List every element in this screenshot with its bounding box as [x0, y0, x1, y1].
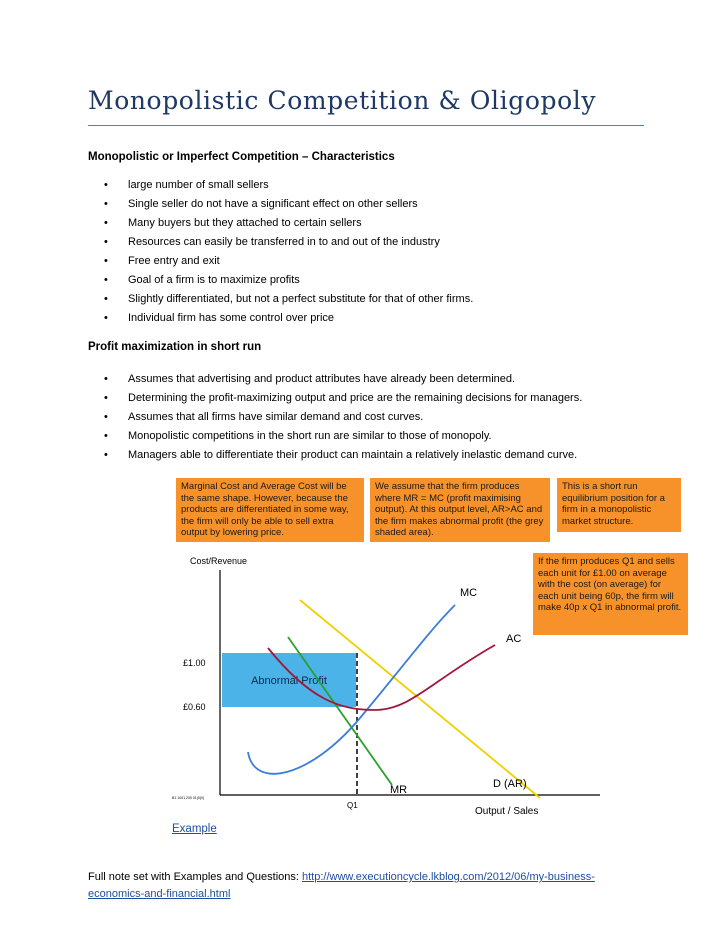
section1-list	[104, 176, 473, 328]
list-item: • Free entry and exit	[104, 252, 473, 271]
list-item: • Monopolistic competitions in the short run are similar to those of monopoly.	[104, 427, 582, 446]
price-label: £1.00	[183, 658, 206, 668]
list-item: • Resources can easily be transferred in to and out of the industry	[104, 233, 473, 252]
list-item: • Assumes that advertising and product attributes have already been determined.	[104, 370, 582, 389]
list-item: • large number of small sellers	[104, 176, 473, 195]
list-item: • Determining the profit-maximizing output and price are the remaining decisions for managers.	[104, 389, 582, 408]
callout-abnormal-profit: If the firm produces Q1 and sells each unit for £1.00 on average with the cost (on average) for each unit being 60p, the firm will make 40p x Q1 in abnormal profit.	[533, 553, 688, 635]
page-title: Monopolistic Competition & Oligopoly	[88, 86, 597, 115]
list-item: • Slightly differentiated, but not a perfect substitute for that of other firms.	[104, 290, 473, 309]
list-item: • Goal of a firm is to maximize profits	[104, 271, 473, 290]
mc-label: MC	[460, 587, 478, 599]
demand-label: D (AR)	[493, 778, 527, 790]
callout-profit-maximising: We assume that the firm produces where MR = MC (profit maximising output). At this output level, AR>AC and the firm makes abnormal profit (the grey shaded area).	[370, 478, 550, 542]
footer-prefix: Full note set with Examples and Questions:	[88, 871, 302, 883]
section2-list	[104, 370, 582, 465]
tiny-axis-note: B1 1001 200 01(0(0)	[172, 796, 205, 800]
example-link[interactable]: Example	[172, 823, 217, 835]
abnormal-profit-label: Abnormal Profit	[251, 675, 327, 687]
footer-url-link[interactable]: http://www.executioncycle.lkblog.com/2012/06/my-business-economics-and-financial.html	[88, 871, 595, 900]
list-item: • Single seller do not have a significant effect on other sellers	[104, 195, 473, 214]
mr-label: MR	[390, 784, 408, 796]
list-item: • Managers able to differentiate their product can maintain a relatively inelastic demand curve.	[104, 446, 582, 465]
callout-mc-ac-shape: Marginal Cost and Average Cost will be the same shape. However, because the products are differentiated in some way, the firm will only be able to sell extra output by lowering price.	[176, 478, 364, 542]
q1-label: Q1	[347, 801, 358, 810]
section1-heading: Monopolistic or Imperfect Competition – Characteristics	[88, 151, 395, 163]
callout-short-run: This is a short run equilibrium position for a firm in a monopolistic market structure.	[557, 478, 681, 532]
ac-label: AC	[506, 633, 522, 645]
section2-heading: Profit maximization in short run	[88, 341, 262, 353]
y-axis-label: Cost/Revenue	[190, 556, 248, 566]
list-item: • Many buyers but they attached to certain sellers	[104, 214, 473, 233]
footer-note	[88, 869, 648, 903]
x-axis-label: Output / Sales	[475, 806, 539, 817]
list-item: • Individual firm has some control over price	[104, 309, 473, 328]
list-item: • Assumes that all firms have similar demand and cost curves.	[104, 408, 582, 427]
cost-label: £0.60	[183, 702, 206, 712]
title-underline	[88, 125, 644, 126]
